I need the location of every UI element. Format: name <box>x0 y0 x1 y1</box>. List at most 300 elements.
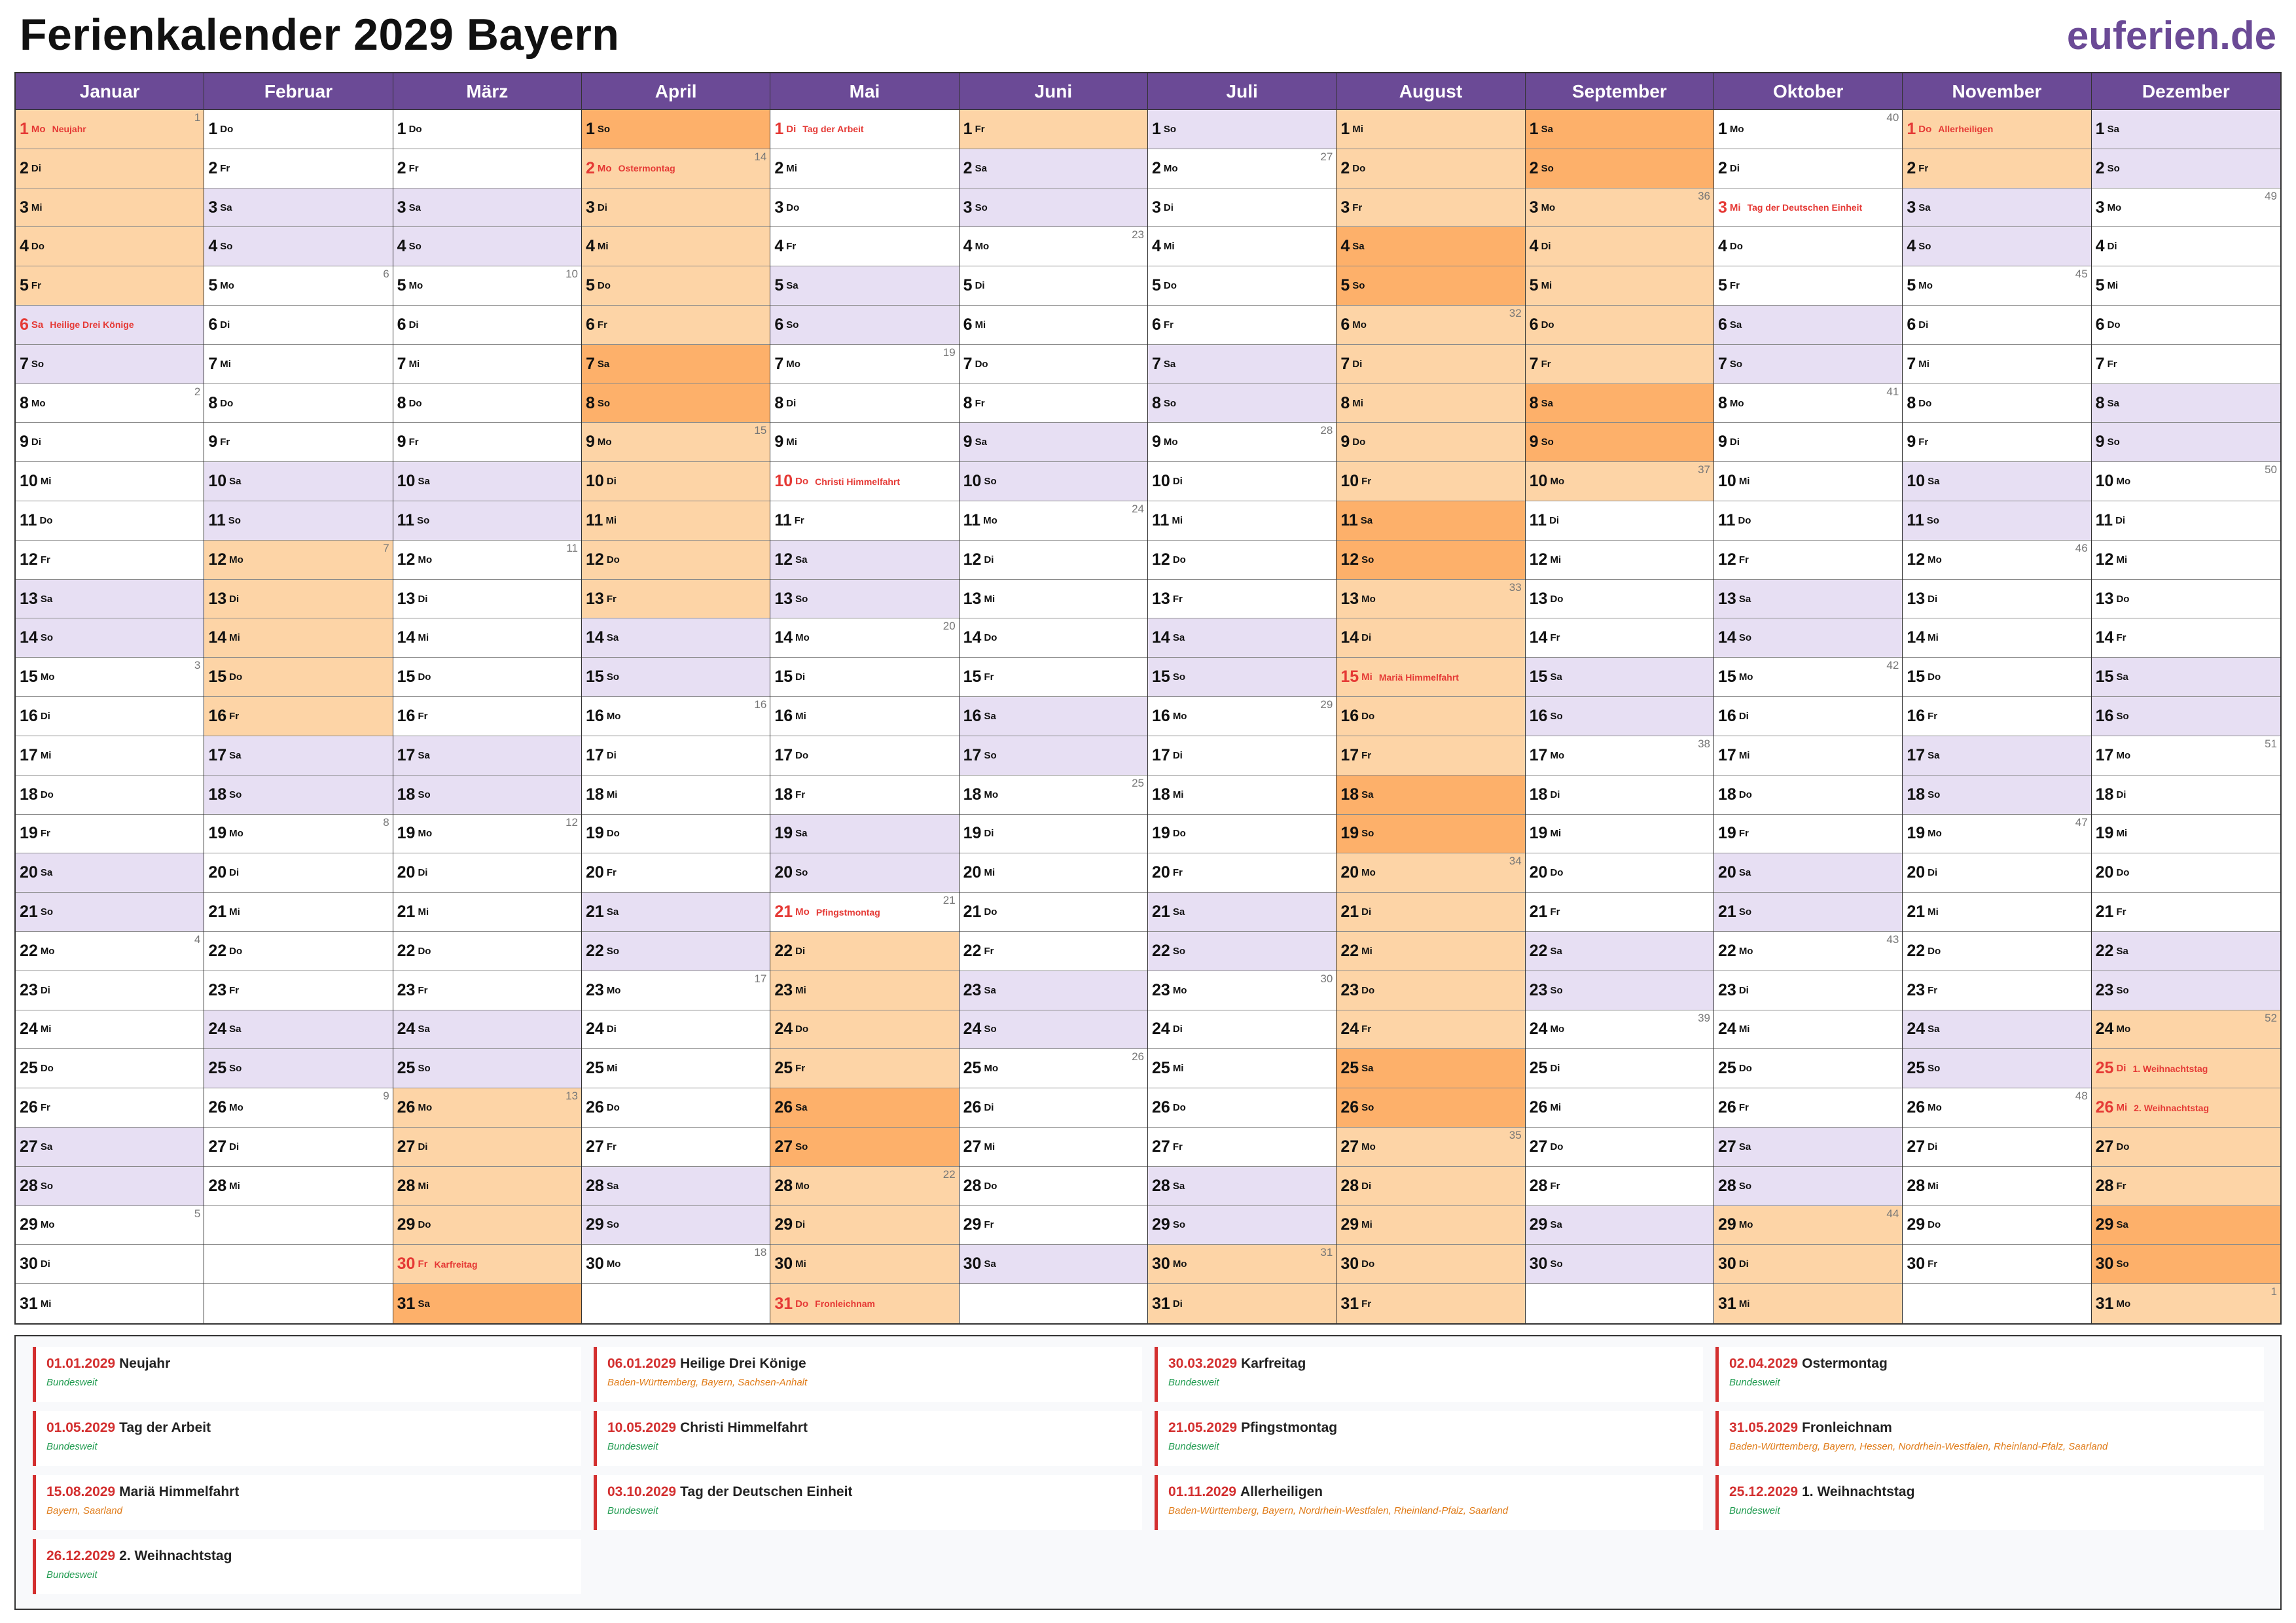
day-cell[interactable] <box>16 149 204 188</box>
day-cell[interactable] <box>393 384 581 423</box>
day-cell[interactable] <box>2092 110 2280 149</box>
day-cell[interactable] <box>393 1245 581 1284</box>
day-cell[interactable] <box>582 1010 770 1050</box>
day-cell[interactable] <box>1526 580 1713 619</box>
day-cell[interactable] <box>1526 932 1713 971</box>
day-cell[interactable] <box>204 1128 392 1167</box>
day-cell[interactable] <box>582 345 770 384</box>
day-cell[interactable] <box>582 971 770 1010</box>
day-cell[interactable] <box>1714 1167 1902 1206</box>
day-cell[interactable] <box>960 1167 1147 1206</box>
day-cell[interactable] <box>1714 227 1902 266</box>
day-cell[interactable] <box>1714 306 1902 345</box>
day-cell[interactable] <box>16 776 204 815</box>
day-cell[interactable] <box>960 618 1147 658</box>
day-cell[interactable] <box>1714 462 1902 501</box>
day-cell[interactable] <box>582 266 770 306</box>
day-cell[interactable] <box>582 893 770 932</box>
day-cell[interactable] <box>1336 423 1524 462</box>
day-cell[interactable] <box>16 736 204 776</box>
day-cell[interactable] <box>204 188 392 228</box>
day-cell[interactable] <box>1903 227 2090 266</box>
day-cell[interactable] <box>204 932 392 971</box>
day-cell[interactable] <box>582 227 770 266</box>
day-cell[interactable] <box>204 1088 392 1128</box>
day-cell[interactable] <box>1714 541 1902 580</box>
day-cell[interactable] <box>1336 1128 1524 1167</box>
day-cell[interactable] <box>204 541 392 580</box>
day-cell[interactable] <box>582 658 770 697</box>
day-cell[interactable] <box>393 501 581 541</box>
day-cell[interactable] <box>960 266 1147 306</box>
day-cell[interactable] <box>393 1049 581 1088</box>
day-cell[interactable] <box>770 1245 958 1284</box>
day-cell[interactable] <box>1148 893 1336 932</box>
day-cell[interactable] <box>960 345 1147 384</box>
day-cell[interactable] <box>393 1284 581 1323</box>
day-cell[interactable] <box>1336 697 1524 736</box>
day-cell[interactable] <box>1714 423 1902 462</box>
day-cell[interactable] <box>1714 149 1902 188</box>
day-cell[interactable] <box>2092 893 2280 932</box>
day-cell[interactable] <box>770 227 958 266</box>
day-cell[interactable] <box>204 893 392 932</box>
day-cell[interactable] <box>204 345 392 384</box>
day-cell[interactable] <box>204 462 392 501</box>
day-cell[interactable] <box>1903 932 2090 971</box>
day-cell[interactable] <box>393 736 581 776</box>
day-cell[interactable] <box>1526 1128 1713 1167</box>
day-cell[interactable] <box>1336 1010 1524 1050</box>
day-cell[interactable] <box>204 149 392 188</box>
day-cell[interactable] <box>16 1088 204 1128</box>
day-cell[interactable] <box>2092 697 2280 736</box>
day-cell[interactable] <box>1903 618 2090 658</box>
day-cell[interactable] <box>1903 776 2090 815</box>
day-cell[interactable] <box>16 971 204 1010</box>
day-cell[interactable] <box>204 110 392 149</box>
day-cell[interactable] <box>1526 384 1713 423</box>
day-cell[interactable] <box>16 423 204 462</box>
day-cell[interactable] <box>960 1245 1147 1284</box>
day-cell[interactable] <box>1903 658 2090 697</box>
day-cell[interactable] <box>204 384 392 423</box>
day-cell[interactable] <box>204 853 392 893</box>
day-cell[interactable] <box>1148 815 1336 854</box>
day-cell[interactable] <box>16 853 204 893</box>
day-cell[interactable] <box>393 266 581 306</box>
day-cell[interactable] <box>393 1128 581 1167</box>
day-cell[interactable] <box>1903 188 2090 228</box>
day-cell[interactable] <box>2092 227 2280 266</box>
day-cell[interactable] <box>393 541 581 580</box>
day-cell[interactable] <box>16 658 204 697</box>
day-cell[interactable] <box>960 971 1147 1010</box>
day-cell[interactable] <box>1336 932 1524 971</box>
day-cell[interactable] <box>1148 423 1336 462</box>
day-cell[interactable] <box>1714 658 1902 697</box>
day-cell[interactable] <box>1336 541 1524 580</box>
day-cell[interactable] <box>1714 736 1902 776</box>
day-cell[interactable] <box>770 736 958 776</box>
day-cell[interactable] <box>1336 736 1524 776</box>
day-cell[interactable] <box>393 462 581 501</box>
day-cell[interactable] <box>2092 815 2280 854</box>
day-cell[interactable] <box>1336 501 1524 541</box>
day-cell[interactable] <box>1148 1206 1336 1245</box>
day-cell[interactable] <box>1903 462 2090 501</box>
day-cell[interactable] <box>1336 1206 1524 1245</box>
day-cell[interactable] <box>1148 1167 1336 1206</box>
day-cell[interactable] <box>1714 501 1902 541</box>
day-cell[interactable] <box>1336 345 1524 384</box>
day-cell[interactable] <box>1526 1010 1713 1050</box>
day-cell[interactable] <box>1148 697 1336 736</box>
day-cell[interactable] <box>204 1010 392 1050</box>
day-cell[interactable] <box>960 932 1147 971</box>
day-cell[interactable] <box>2092 384 2280 423</box>
day-cell[interactable] <box>1903 971 2090 1010</box>
day-cell[interactable] <box>16 306 204 345</box>
day-cell[interactable] <box>1526 658 1713 697</box>
day-cell[interactable] <box>393 697 581 736</box>
day-cell[interactable] <box>582 110 770 149</box>
day-cell[interactable] <box>393 932 581 971</box>
day-cell[interactable] <box>960 1088 1147 1128</box>
day-cell[interactable] <box>1526 227 1713 266</box>
day-cell[interactable] <box>960 462 1147 501</box>
day-cell[interactable] <box>393 227 581 266</box>
day-cell[interactable] <box>1148 1128 1336 1167</box>
day-cell[interactable] <box>2092 188 2280 228</box>
day-cell[interactable] <box>960 658 1147 697</box>
day-cell[interactable] <box>204 971 392 1010</box>
day-cell[interactable] <box>1903 1245 2090 1284</box>
day-cell[interactable] <box>1526 1206 1713 1245</box>
day-cell[interactable] <box>770 423 958 462</box>
day-cell[interactable] <box>16 227 204 266</box>
day-cell[interactable] <box>1526 853 1713 893</box>
day-cell[interactable] <box>770 697 958 736</box>
day-cell[interactable] <box>16 1049 204 1088</box>
day-cell[interactable] <box>393 306 581 345</box>
day-cell[interactable] <box>2092 658 2280 697</box>
day-cell[interactable] <box>1714 932 1902 971</box>
day-cell[interactable] <box>393 580 581 619</box>
day-cell[interactable] <box>1526 815 1713 854</box>
day-cell[interactable] <box>582 188 770 228</box>
day-cell[interactable] <box>770 306 958 345</box>
day-cell[interactable] <box>1526 1167 1713 1206</box>
day-cell[interactable] <box>2092 1010 2280 1050</box>
day-cell[interactable] <box>1903 1088 2090 1128</box>
day-cell[interactable] <box>393 618 581 658</box>
day-cell[interactable] <box>16 110 204 149</box>
day-cell[interactable] <box>16 345 204 384</box>
day-cell[interactable] <box>582 853 770 893</box>
day-cell[interactable] <box>2092 1128 2280 1167</box>
day-cell[interactable] <box>960 541 1147 580</box>
day-cell[interactable] <box>582 1206 770 1245</box>
day-cell[interactable] <box>770 345 958 384</box>
day-cell[interactable] <box>204 658 392 697</box>
day-cell[interactable] <box>1526 501 1713 541</box>
day-cell[interactable] <box>960 306 1147 345</box>
day-cell[interactable] <box>2092 462 2280 501</box>
day-cell[interactable] <box>582 541 770 580</box>
day-cell[interactable] <box>582 697 770 736</box>
day-cell[interactable] <box>960 815 1147 854</box>
day-cell[interactable] <box>1714 971 1902 1010</box>
day-cell[interactable] <box>1903 736 2090 776</box>
day-cell[interactable] <box>770 1128 958 1167</box>
day-cell[interactable] <box>960 227 1147 266</box>
day-cell[interactable] <box>770 1049 958 1088</box>
day-cell[interactable] <box>1903 501 2090 541</box>
day-cell[interactable] <box>1148 501 1336 541</box>
day-cell[interactable] <box>1714 345 1902 384</box>
day-cell[interactable] <box>16 501 204 541</box>
day-cell[interactable] <box>2092 776 2280 815</box>
day-cell[interactable] <box>770 110 958 149</box>
day-cell[interactable] <box>1336 893 1524 932</box>
day-cell[interactable] <box>1903 110 2090 149</box>
day-cell[interactable] <box>582 1088 770 1128</box>
day-cell[interactable] <box>1336 971 1524 1010</box>
day-cell[interactable] <box>1336 462 1524 501</box>
day-cell[interactable] <box>1148 306 1336 345</box>
day-cell[interactable] <box>1526 776 1713 815</box>
day-cell[interactable] <box>582 1128 770 1167</box>
day-cell[interactable] <box>1714 815 1902 854</box>
day-cell[interactable] <box>2092 306 2280 345</box>
day-cell[interactable] <box>204 423 392 462</box>
day-cell[interactable] <box>1903 345 2090 384</box>
day-cell[interactable] <box>2092 1049 2280 1088</box>
day-cell[interactable] <box>1526 423 1713 462</box>
day-cell[interactable] <box>1526 541 1713 580</box>
day-cell[interactable] <box>2092 736 2280 776</box>
day-cell[interactable] <box>1714 580 1902 619</box>
day-cell[interactable] <box>1526 110 1713 149</box>
day-cell[interactable] <box>1336 266 1524 306</box>
day-cell[interactable] <box>2092 853 2280 893</box>
day-cell[interactable] <box>1903 815 2090 854</box>
day-cell[interactable] <box>1148 1088 1336 1128</box>
day-cell[interactable] <box>1148 266 1336 306</box>
day-cell[interactable] <box>582 1167 770 1206</box>
day-cell[interactable] <box>1714 1245 1902 1284</box>
day-cell[interactable] <box>204 227 392 266</box>
day-cell[interactable] <box>1148 462 1336 501</box>
day-cell[interactable] <box>2092 345 2280 384</box>
day-cell[interactable] <box>393 815 581 854</box>
day-cell[interactable] <box>582 932 770 971</box>
day-cell[interactable] <box>16 618 204 658</box>
day-cell[interactable] <box>960 1010 1147 1050</box>
day-cell[interactable] <box>960 423 1147 462</box>
day-cell[interactable] <box>1148 932 1336 971</box>
day-cell[interactable] <box>2092 1088 2280 1128</box>
day-cell[interactable] <box>2092 618 2280 658</box>
day-cell[interactable] <box>1336 306 1524 345</box>
day-cell[interactable] <box>770 776 958 815</box>
day-cell[interactable] <box>1526 736 1713 776</box>
day-cell[interactable] <box>16 188 204 228</box>
day-cell[interactable] <box>582 580 770 619</box>
day-cell[interactable] <box>1526 462 1713 501</box>
day-cell[interactable] <box>1714 266 1902 306</box>
brand-logo[interactable]: euferien.de <box>2066 14 2276 58</box>
day-cell[interactable] <box>16 1206 204 1245</box>
day-cell[interactable] <box>1903 1010 2090 1050</box>
day-cell[interactable] <box>1336 618 1524 658</box>
day-cell[interactable] <box>204 580 392 619</box>
day-cell[interactable] <box>1714 697 1902 736</box>
day-cell[interactable] <box>1148 618 1336 658</box>
day-cell[interactable] <box>960 697 1147 736</box>
day-cell[interactable] <box>1903 266 2090 306</box>
day-cell[interactable] <box>393 658 581 697</box>
day-cell[interactable] <box>960 384 1147 423</box>
day-cell[interactable] <box>1148 345 1336 384</box>
day-cell[interactable] <box>770 1167 958 1206</box>
day-cell[interactable] <box>582 618 770 658</box>
day-cell[interactable] <box>1526 266 1713 306</box>
day-cell[interactable] <box>1526 971 1713 1010</box>
day-cell[interactable] <box>1903 541 2090 580</box>
day-cell[interactable] <box>1148 736 1336 776</box>
day-cell[interactable] <box>1714 1284 1902 1323</box>
day-cell[interactable] <box>2092 149 2280 188</box>
day-cell[interactable] <box>770 188 958 228</box>
day-cell[interactable] <box>770 266 958 306</box>
day-cell[interactable] <box>582 423 770 462</box>
day-cell[interactable] <box>16 697 204 736</box>
day-cell[interactable] <box>1148 384 1336 423</box>
day-cell[interactable] <box>1714 893 1902 932</box>
day-cell[interactable] <box>2092 541 2280 580</box>
day-cell[interactable] <box>1336 776 1524 815</box>
day-cell[interactable] <box>582 1049 770 1088</box>
day-cell[interactable] <box>16 384 204 423</box>
day-cell[interactable] <box>1903 306 2090 345</box>
day-cell[interactable] <box>1148 853 1336 893</box>
day-cell[interactable] <box>1526 306 1713 345</box>
day-cell[interactable] <box>204 266 392 306</box>
day-cell[interactable] <box>1714 110 1902 149</box>
day-cell[interactable] <box>393 423 581 462</box>
day-cell[interactable] <box>1336 384 1524 423</box>
day-cell[interactable] <box>770 384 958 423</box>
day-cell[interactable] <box>582 306 770 345</box>
day-cell[interactable] <box>1148 1245 1336 1284</box>
day-cell[interactable] <box>960 1206 1147 1245</box>
day-cell[interactable] <box>16 893 204 932</box>
day-cell[interactable] <box>16 815 204 854</box>
day-cell[interactable] <box>204 501 392 541</box>
day-cell[interactable] <box>2092 1284 2280 1323</box>
day-cell[interactable] <box>582 384 770 423</box>
day-cell[interactable] <box>1903 384 2090 423</box>
day-cell[interactable] <box>770 893 958 932</box>
day-cell[interactable] <box>960 580 1147 619</box>
day-cell[interactable] <box>1336 1284 1524 1323</box>
day-cell[interactable] <box>393 893 581 932</box>
day-cell[interactable] <box>2092 971 2280 1010</box>
day-cell[interactable] <box>393 188 581 228</box>
day-cell[interactable] <box>393 1010 581 1050</box>
day-cell[interactable] <box>1148 971 1336 1010</box>
day-cell[interactable] <box>393 776 581 815</box>
day-cell[interactable] <box>1336 227 1524 266</box>
day-cell[interactable] <box>2092 932 2280 971</box>
day-cell[interactable] <box>16 1245 204 1284</box>
day-cell[interactable] <box>1903 853 2090 893</box>
day-cell[interactable] <box>960 149 1147 188</box>
day-cell[interactable] <box>1714 1010 1902 1050</box>
day-cell[interactable] <box>393 1167 581 1206</box>
day-cell[interactable] <box>582 1245 770 1284</box>
day-cell[interactable] <box>1148 110 1336 149</box>
day-cell[interactable] <box>16 1167 204 1206</box>
day-cell[interactable] <box>770 580 958 619</box>
day-cell[interactable] <box>770 815 958 854</box>
day-cell[interactable] <box>770 853 958 893</box>
day-cell[interactable] <box>582 736 770 776</box>
day-cell[interactable] <box>960 1049 1147 1088</box>
day-cell[interactable] <box>1714 776 1902 815</box>
day-cell[interactable] <box>1336 1049 1524 1088</box>
day-cell[interactable] <box>204 815 392 854</box>
day-cell[interactable] <box>770 932 958 971</box>
day-cell[interactable] <box>960 188 1147 228</box>
day-cell[interactable] <box>1526 1245 1713 1284</box>
day-cell[interactable] <box>960 1128 1147 1167</box>
day-cell[interactable] <box>1526 149 1713 188</box>
day-cell[interactable] <box>1148 580 1336 619</box>
day-cell[interactable] <box>1903 423 2090 462</box>
day-cell[interactable] <box>1903 1206 2090 1245</box>
day-cell[interactable] <box>960 776 1147 815</box>
day-cell[interactable] <box>960 893 1147 932</box>
day-cell[interactable] <box>393 853 581 893</box>
day-cell[interactable] <box>1336 815 1524 854</box>
day-cell[interactable] <box>960 110 1147 149</box>
day-cell[interactable] <box>16 1128 204 1167</box>
day-cell[interactable] <box>2092 501 2280 541</box>
day-cell[interactable] <box>1714 1206 1902 1245</box>
day-cell[interactable] <box>1526 1049 1713 1088</box>
day-cell[interactable] <box>770 541 958 580</box>
day-cell[interactable] <box>1148 541 1336 580</box>
day-cell[interactable] <box>16 1010 204 1050</box>
day-cell[interactable] <box>1336 580 1524 619</box>
day-cell[interactable] <box>1903 1128 2090 1167</box>
day-cell[interactable] <box>204 306 392 345</box>
day-cell[interactable] <box>1526 345 1713 384</box>
day-cell[interactable] <box>770 618 958 658</box>
day-cell[interactable] <box>1148 1284 1336 1323</box>
day-cell[interactable] <box>204 1167 392 1206</box>
day-cell[interactable] <box>582 462 770 501</box>
day-cell[interactable] <box>1714 853 1902 893</box>
day-cell[interactable] <box>770 1206 958 1245</box>
day-cell[interactable] <box>204 1049 392 1088</box>
day-cell[interactable] <box>16 266 204 306</box>
day-cell[interactable] <box>2092 266 2280 306</box>
day-cell[interactable] <box>2092 1167 2280 1206</box>
